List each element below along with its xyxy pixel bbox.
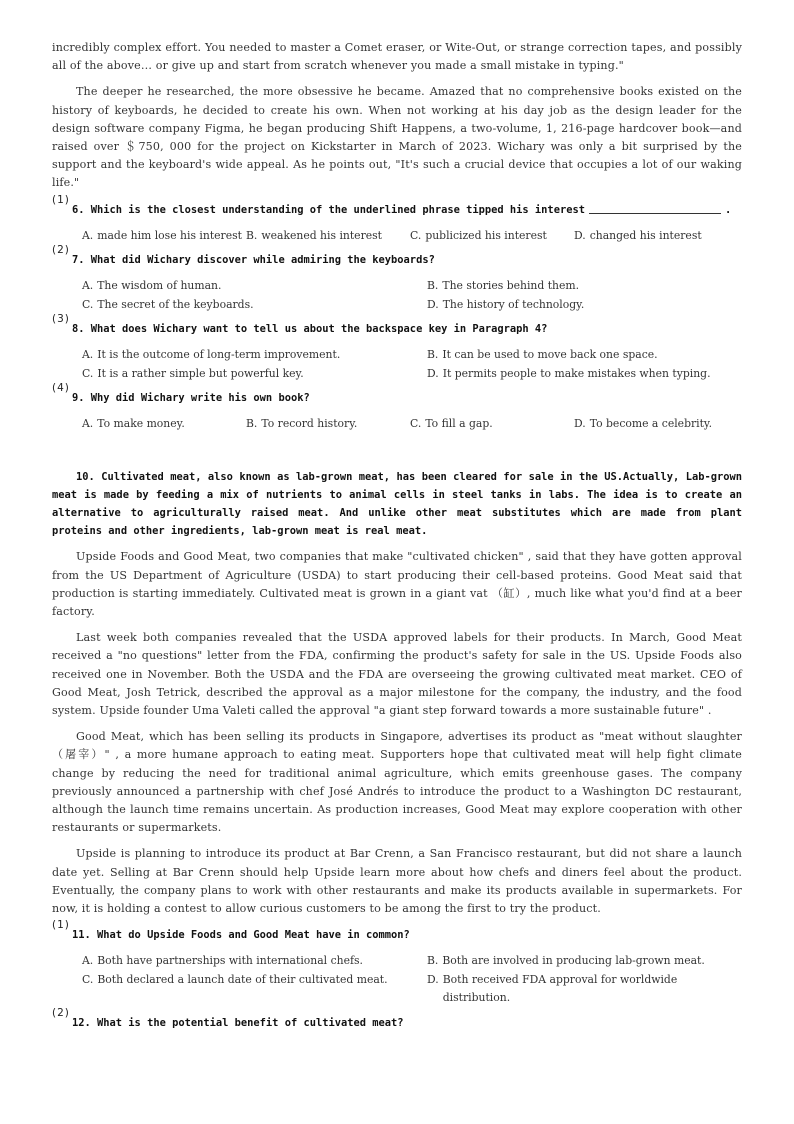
option-label: D. [427,972,439,986]
passage1-paragraph-0: incredibly complex effort. You needed to master a Comet eraser, or Wite-Out, or strange correction tapes, and possibly all of the above… or give up and start from scratch whenever you made a small mistake in typing." [52,41,742,73]
question [52,919,742,1008]
option-label: D. [574,417,586,431]
option-label: A. [82,279,94,293]
option-text: The history of technology. [442,297,585,311]
option-label: C. [82,297,94,311]
option-a[interactable] [82,415,246,434]
option-text: Both have partnerships with international chefs. [97,954,363,968]
option-b[interactable] [246,415,410,434]
option-text: It permits people to make mistakes when typing. [442,366,711,380]
option-label: B. [427,954,439,968]
question-stem-end: . [724,203,732,216]
option-label: A. [82,228,94,242]
option-d[interactable] [411,296,740,315]
option-text: Both received FDA approval for worldwide distribution. [442,972,678,1005]
option-text: changed his interest [589,228,702,242]
question-number: (1) [52,919,70,932]
option-row [82,346,742,365]
option-text: The wisdom of human. [97,279,222,293]
option-a[interactable] [82,346,411,365]
question-stem-text: 8. What does Wichary want to tell us about the backspace key in Paragraph 4? [72,323,548,336]
question-stem [72,389,742,407]
option-text: The secret of the keyboards. [97,297,254,311]
question-stem-text: 6. Which is the closest understanding of the underlined phrase tipped his interest [72,203,585,216]
options [82,952,742,1008]
question-number: (3) [52,313,70,326]
option-row [82,277,742,296]
question [52,244,742,314]
question-stem [72,926,742,944]
options [82,227,742,246]
passage2-paragraph-4: Upside is planning to introduce its product at Bar Crenn, a San Francisco restaurant, but did not share a launch date yet. Selling at Bar Crenn should help Upside learn more about how chefs and diners feel about the product. Eventually, the company plans to work with other restaurants and make its products available in supermarkets. For now, it is holding a contest to allow curious customers to be among the first to try the product. [52,847,742,916]
option-c[interactable] [410,415,574,434]
section-gap [52,440,742,468]
option-label: C. [82,366,94,380]
option-c[interactable] [410,227,574,246]
passage2-paragraph-3: Good Meat, which has been selling its products in Singapore, advertises its product as "meat without slaughter （屠宰）" , a more humane approach to eating meat. Supporters hope that cultivated meat will help fight climate change by reducing the need for traditional animal agriculture, which emits greenhouse gases. The company previously announced a partnership with chef José Andrés to introduce the product to a Washington DC restaurant, although the launch time remains uncertain. As production increases, Good Meat may explore cooperation with other restaurants or supermarkets. [52,730,742,835]
question-number: (2) [52,1006,70,1019]
option-row [82,227,742,246]
option-text: To become a celebrity. [589,417,713,431]
answer-blank[interactable] [589,202,721,214]
option-row [82,415,742,434]
option-d[interactable] [411,971,740,1008]
option-row [82,971,742,1008]
option-c[interactable] [82,971,411,1008]
option-d[interactable] [411,365,740,384]
document-page [52,39,742,1036]
option-text: It is a rather simple but powerful key. [97,366,304,380]
option-text: Both are involved in producing lab-grown meat. [442,954,705,968]
option-label: B. [427,348,439,362]
option-d[interactable] [574,415,738,434]
option-b[interactable] [411,952,740,971]
option-text: publicized his interest [425,228,547,242]
options [82,277,742,314]
option-b[interactable] [411,277,740,296]
option-text: weakened his interest [261,228,383,242]
question-stem [72,320,742,338]
option-label: C. [410,417,422,431]
passage2-paragraph-1: Upside Foods and Good Meat, two companies that make "cultivated chicken" , said that they have gotten approval from the US Department of Agriculture (USDA) to start producing their cell-based proteins. Good Meat said that production is starting immediately. Cultivated meat is grown in a giant vat （缸）, much like what you'd find at a beer factory. [52,550,742,619]
option-text: It is the outcome of long-term improvement. [97,348,341,362]
question [52,382,742,434]
question-stem-text: 11. What do Upside Foods and Good Meat have in common? [72,929,410,942]
question-number: (2) [52,244,70,257]
option-label: C. [410,228,422,242]
option-text: It can be used to move back one space. [442,348,658,362]
question-stem [72,251,742,269]
option-text: made him lose his interest [97,228,242,242]
question-stem-text: 12. What is the potential benefit of cultivated meat? [72,1016,404,1029]
question-number: (4) [52,382,70,395]
question [52,313,742,383]
option-text: To make money. [97,417,185,431]
option-b[interactable] [411,346,740,365]
option-text: To fill a gap. [425,417,493,431]
option-label: D. [427,366,439,380]
question-group-2 [52,919,742,1032]
passage1-paragraph-1: The deeper he researched, the more obsessive he became. Amazed that no comprehensive books existed on the history of keyboards, he decided to create his own. When not working at his day job as the design leader for the design software company Figma, he began producing Shift Happens, a two-volume, 1, 216-page hardcover book—and raised over ＄750, 000 for the project on Kickstarter in March of 2023. Wichary was only a bit surprised by the support and the keyboard's wide appeal. As he points out, "It's such a crucial device that occupies a lot of our waking life." [52,85,742,190]
option-text: The stories behind them. [442,279,580,293]
question-stem [72,1014,742,1032]
option-d[interactable] [574,227,738,246]
option-a[interactable] [82,227,246,246]
option-label: B. [246,228,258,242]
option-row [82,296,742,315]
question [52,193,742,246]
option-c[interactable] [82,365,411,384]
question-number: (1) [52,193,70,206]
options [82,415,742,434]
option-label: B. [246,417,258,431]
option-text: Both declared a launch date of their cultivated meat. [97,972,388,986]
option-label: A. [82,348,94,362]
option-c[interactable] [82,296,411,315]
question [52,1006,742,1032]
question-stem [72,201,742,219]
option-label: A. [82,417,94,431]
option-label: A. [82,954,94,968]
option-label: D. [427,297,439,311]
option-label: B. [427,279,439,293]
option-a[interactable] [82,952,411,971]
passage2-paragraph-0: 10. Cultivated meat, also known as lab-grown meat, has been cleared for sale in the US.Actually, Lab-grown meat is made by feeding a mix of nutrients to animal cells in steel tanks in labs. The idea is to create an alternative to agriculturally raised meat. And unlike other meat substitutes which are made from plant proteins and other ingredients, lab-grown meat is real meat. [52,470,742,538]
option-text: To record history. [261,417,358,431]
question-group-1 [52,193,742,434]
question-stem-text: 9. Why did Wichary write his own book? [72,392,310,405]
option-label: D. [574,228,586,242]
option-row [82,365,742,384]
option-a[interactable] [82,277,411,296]
option-row [82,952,742,971]
passage2-paragraph-2: Last week both companies revealed that the USDA approved labels for their products. In March, Good Meat received a "no questions" letter from the FDA, confirming the product's safety for sale in the US. Upside Foods also received one in November. Both the USDA and the FDA are overseeing the growing cultivated meat market. CEO of Good Meat, Josh Tetrick, described the approval as a major milestone for the company, the industry, and the food system. Upside founder Uma Valeti called the approval "a giant step forward towards a more sustainable future" . [52,631,742,718]
options [82,346,742,383]
question-stem-text: 7. What did Wichary discover while admiring the keyboards? [72,254,435,267]
option-b[interactable] [246,227,410,246]
option-label: C. [82,972,94,986]
